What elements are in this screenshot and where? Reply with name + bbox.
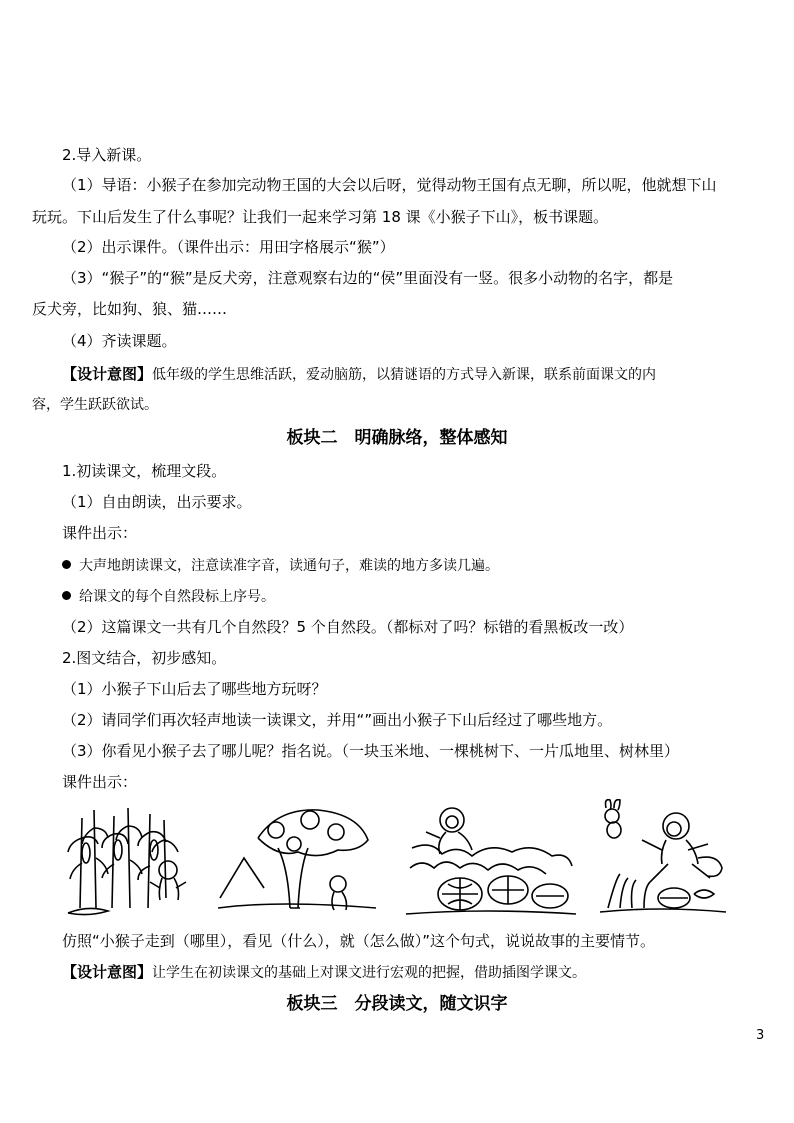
bullet-icon bbox=[62, 560, 71, 569]
block2-step2-sub2: （2）请同学们再次轻声地读一读课文，并用“”画出小猴子下山后经过了哪些地方。 bbox=[62, 711, 613, 729]
bullet-text: 给课文的每个自然段标上序号。 bbox=[79, 589, 275, 605]
block3-title: 板块三 分段读文，随文识字 bbox=[286, 994, 508, 1014]
plot-sentence-pattern: 仿照“小猴子走到（哪里），看见（什么），就（怎么做）”这个句式，说说故事的主要情节。 bbox=[62, 932, 656, 950]
block2-step1: 1.初读课文，梳理文段。 bbox=[62, 462, 227, 480]
intro-heading: 2.导入新课。 bbox=[62, 146, 152, 164]
intro-item1-line2: 玩玩。下山后发生了什么事呢？让我们一起来学习第 18 课《小猴子下山》，板书课题。 bbox=[32, 208, 609, 226]
design-intent-text: 低年级的学生思维活跃，爱动脑筋，以猜谜语的方式导入新课，联系前面课文的内 bbox=[152, 367, 657, 383]
bullet-item-1 bbox=[62, 556, 499, 576]
courseware-label: 课件出示： bbox=[62, 524, 138, 542]
intro-item3-line1: （3）“猴子”的“猴”是反犬旁，注意观察右边的“侯”里面没有一竖。很多小动物的名字，都是 bbox=[62, 269, 674, 287]
courseware-label-2: 课件出示： bbox=[62, 773, 138, 791]
block2-step1-sub1: （1）自由朗读，出示要求。 bbox=[62, 493, 252, 511]
intro-item3-line2: 反犬旁，比如狗、狼、猫…… bbox=[32, 300, 228, 318]
intro-item4: （4）齐读课题。 bbox=[62, 332, 177, 350]
design-intent-text: 让学生在初读课文的基础上对课文进行宏观的把握，借助插图学课文。 bbox=[152, 965, 587, 981]
cornfield-icon bbox=[66, 798, 194, 920]
bullet-item-2 bbox=[62, 587, 275, 607]
design-intent-label: 【设计意图】 bbox=[62, 365, 153, 383]
bullet-text: 大声地朗读课文，注意读准字音，读通句子，难读的地方多读几遍。 bbox=[79, 558, 499, 574]
block2-design-intent bbox=[62, 962, 586, 983]
block2-step2-sub3: （3）你看见小猴子去了哪儿呢？指名说。（一块玉米地、一棵桃树下、一片瓜地里、树林里） bbox=[62, 742, 680, 760]
peach-tree-icon bbox=[218, 798, 378, 920]
intro-item1-line1: （1）导语：小猴子在参加完动物王国的大会以后呀，觉得动物王国有点无聊，所以呢，他就想下山 bbox=[62, 176, 717, 194]
bullet-icon bbox=[62, 591, 71, 600]
intro-design-intent-line2: 容，学生跃跃欲试。 bbox=[32, 397, 158, 413]
block2-step2: 2.图文结合，初步感知。 bbox=[62, 649, 227, 667]
block2-step2-sub1: （1）小猴子下山后去了哪些地方玩呀？ bbox=[62, 680, 327, 698]
melon-field-icon bbox=[402, 798, 578, 920]
design-intent-label: 【设计意图】 bbox=[62, 963, 153, 981]
intro-item2: （2）出示课件。（课件出示：用田字格展示“猴”） bbox=[62, 238, 395, 256]
rabbit-chase-icon bbox=[598, 798, 728, 920]
intro-design-intent-line1 bbox=[62, 364, 656, 385]
block2-step1-sub2: （2）这篇课文一共有几个自然段？5 个自然段。（都标对了吗？标错的看黑板改一改） bbox=[62, 618, 634, 636]
block2-title: 板块二 明确脉络，整体感知 bbox=[286, 428, 508, 448]
page-number: 3 bbox=[756, 1028, 765, 1043]
